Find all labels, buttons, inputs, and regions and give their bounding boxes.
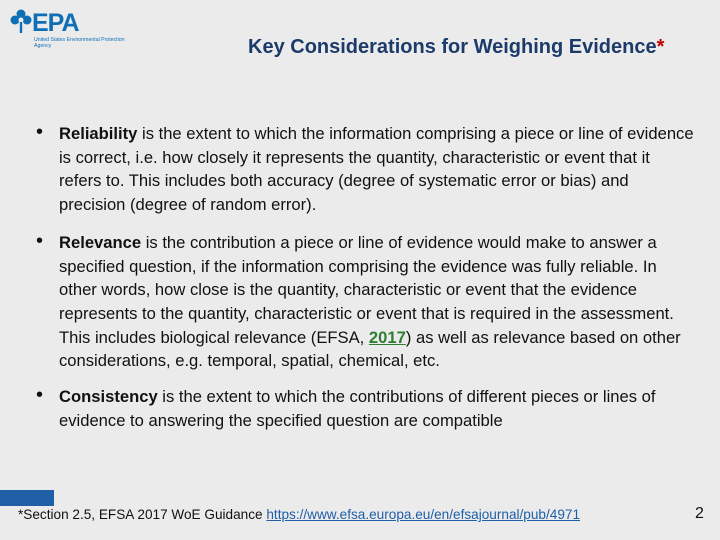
epa-wordmark: EPA — [32, 9, 79, 37]
page-number: 2 — [695, 505, 704, 522]
term-consistency: Consistency — [59, 387, 158, 407]
bullet-reliability — [36, 122, 696, 217]
epa-subtext: United States Environmental Protection Agency — [34, 37, 125, 49]
epa-logo — [10, 8, 130, 58]
title-asterisk: * — [656, 36, 665, 58]
reliability-definition: is the extent to which the information comprising a piece or line of evidence is correct, i.e. how closely it represents the quantity, characteristic or event that it refers to. This includes both accuracy (degree of systematic error or bias) and precision (degree of random error). — [59, 124, 694, 215]
relevance-definition-end: ) as well as relevance based on other considerations, e.g. temporal, spatial, chemical, etc. — [59, 327, 681, 371]
page-title — [248, 34, 668, 61]
relevance-definition: is the contribution a piece or line of evidence would make to answer a specified question, if the information comprising the evidence was fully reliable. In other words, how close is the quantity, characteristic or event that the evidence represents to the quantity, characteristic or event that is required in the assessment. This includes biological relevance (EFSA, — [59, 232, 674, 347]
bullet-dot: • — [36, 229, 44, 252]
footnote-link[interactable]: https://www.efsa.europa.eu/en/efsajournal/pub/4971 — [266, 507, 580, 522]
bullet-relevance — [36, 231, 696, 373]
bullet-dot: • — [36, 384, 44, 407]
efsa-2017-link[interactable]: 2017 — [368, 327, 406, 347]
bullet-dot: • — [36, 121, 44, 143]
considerations-list — [36, 122, 696, 432]
footer-accent-bar — [0, 490, 54, 506]
term-reliability: Reliability — [59, 124, 138, 143]
title-text: Key Considerations for Weighing Evidence — [248, 36, 657, 58]
bullet-consistency — [36, 385, 696, 432]
consistency-definition: is the extent to which the contributions of different pieces or lines of evidence to answering the specified question are compatible — [59, 387, 656, 430]
epa-flower-icon — [10, 8, 32, 34]
footnote-text: *Section 2.5, EFSA 2017 WoE Guidance — [18, 507, 267, 522]
term-relevance: Relevance — [59, 232, 142, 252]
footnote — [18, 506, 580, 524]
